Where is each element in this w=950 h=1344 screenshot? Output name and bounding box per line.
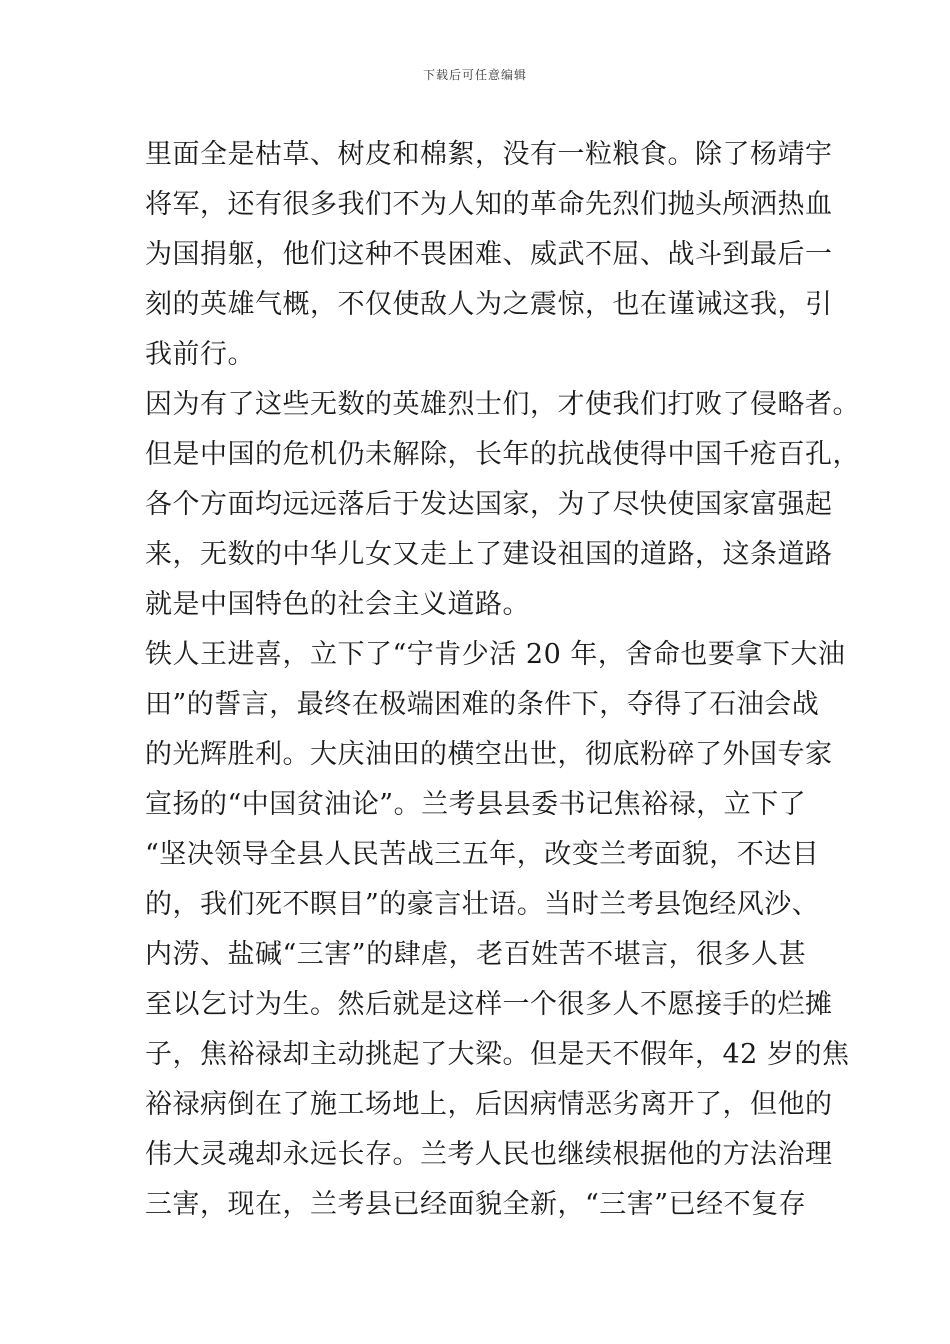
text-line: 刻的英雄气概，不仅使敌人为之震惊，也在谨诫这我，引	[145, 289, 833, 320]
text-line: 但是中国的危机仍未解除，长年的抗战使得中国千疮百孔，	[145, 439, 860, 470]
text-line: 就是中国特色的社会主义道路。	[145, 589, 530, 620]
body-text	[145, 130, 860, 1230]
text-line: 来，无数的中华儿女又走上了建设祖国的道路，这条道路	[145, 539, 833, 570]
text-line: 裕禄病倒在了施工场地上，后因病情恶劣离开了，但他的	[145, 1089, 833, 1120]
text-line: 我前行。	[145, 339, 255, 370]
text-line: 宣扬的“中国贫油论”。兰考县县委书记焦裕禄，立下了	[145, 789, 807, 820]
text-line: 伟大灵魂却永远长存。兰考人民也继续根据他的方法治理	[145, 1139, 833, 1170]
text-line: 的，我们死不瞑目”的豪言壮语。当时兰考县饱经风沙、	[145, 889, 820, 920]
text-line: 为国捐躯，他们这种不畏困难、威武不屈、战斗到最后一	[145, 239, 833, 270]
text-line: 的光辉胜利。大庆油田的横空出世，彻底粉碎了外国专家	[145, 739, 833, 770]
text-line: 内涝、盐碱“三害”的肆虐，老百姓苦不堪言，很多人甚	[145, 939, 807, 970]
text-line: 至以乞讨为生。然后就是这样一个很多人不愿接手的烂摊	[145, 989, 833, 1020]
text-line: 各个方面均远远落后于发达国家，为了尽快使国家富强起	[145, 489, 833, 520]
text-line: “坚决领导全县人民苦战三五年，改变兰考面貌，不达目	[145, 839, 820, 870]
text-line: 田”的誓言，最终在极端困难的条件下，夺得了石油会战	[145, 689, 820, 720]
header-note: 下载后可任意编辑	[422, 68, 527, 82]
text-line: 因为有了这些无数的英雄烈士们，才使我们打败了侵略者。	[145, 389, 860, 420]
text-line: 将军，还有很多我们不为人知的革命先烈们抛头颅洒热血	[145, 189, 833, 220]
text-line: 三害，现在，兰考县已经面貌全新，“三害”已经不复存	[145, 1189, 807, 1220]
text-line: 子，焦裕禄却主动挑起了大梁。但是天不假年，42 岁的焦	[145, 1039, 850, 1070]
text-line: 里面全是枯草、树皮和棉絮，没有一粒粮食。除了杨靖宇	[145, 139, 833, 170]
text-line: 铁人王进喜，立下了“宁肯少活 20 年，舍命也要拿下大油	[145, 639, 846, 670]
